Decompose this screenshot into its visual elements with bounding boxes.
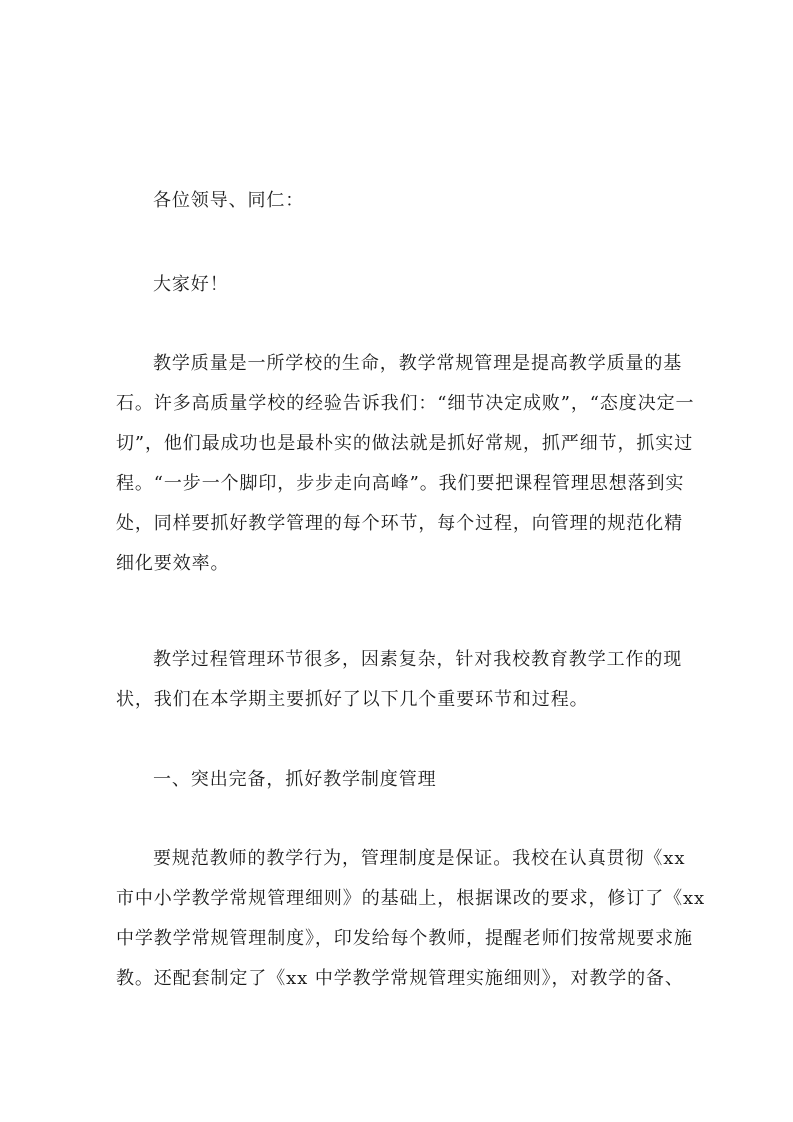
paragraph-line: 教学过程管理环节很多，因素复杂，针对我校教育教学工作的现 (153, 649, 683, 670)
paragraph-line: 切”，他们最成功也是最朴实的做法就是抓好常规，抓严细节，抓实过 (116, 433, 694, 454)
paragraph-line: 教学质量是一所学校的生命，教学常规管理是提高教学质量的基 (153, 353, 683, 374)
section-heading: 一、突出完备，抓好教学制度管理 (153, 769, 437, 790)
paragraph-line: 细化要效率。 (116, 553, 230, 574)
paragraph-line: 石。许多高质量学校的经验告诉我们：“细节决定成败”，“态度决定一 (116, 393, 695, 414)
greeting: 大家好！ (153, 274, 229, 295)
paragraph-line: 要规范教师的教学行为，管理制度是保证。我校在认真贯彻《xx (153, 848, 686, 869)
paragraph-line: 市中小学教学常规管理细则》的基础上，根据课改的要求，修订了《xx (116, 888, 706, 909)
paragraph-line: 程。“一步一个脚印，步步走向高峰”。我们要把课程管理思想落到实 (116, 473, 685, 494)
paragraph-line: 处，同样要抓好教学管理的每个环节，每个过程，向管理的规范化精 (116, 513, 683, 534)
salutation: 各位领导、同仁： (153, 190, 305, 211)
paragraph-line: 状，我们在本学期主要抓好了以下几个重要环节和过程。 (116, 689, 589, 710)
paragraph-line: 教。还配套制定了《xx 中学教学常规管理实施细则》，对教学的备、 (116, 968, 684, 989)
paragraph-line: 中学教学常规管理制度》，印发给每个教师，提醒老师们按常规要求施 (116, 928, 693, 949)
